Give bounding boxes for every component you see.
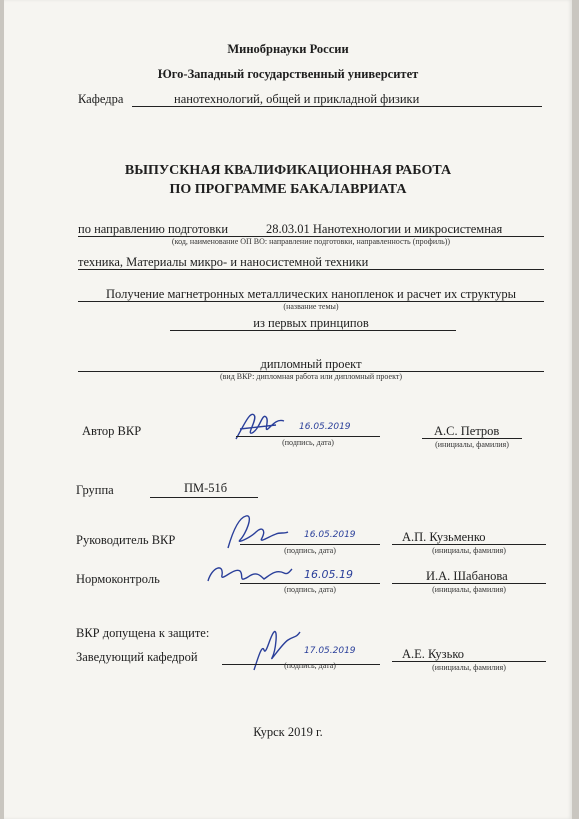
city-year: Курск 2019 г. (253, 725, 323, 739)
title-line-1: ВЫПУСКНАЯ КВАЛИФИКАЦИОННАЯ РАБОТА (124, 163, 452, 178)
topic-line-2: из первых принципов (253, 316, 369, 330)
head-sign-caption: (подпись, дата) (284, 661, 336, 670)
direction-code-name: 28.03.01 Нанотехнологии и микросистемная (266, 222, 503, 236)
normcontrol-sign-caption: (подпись, дата) (284, 585, 336, 594)
head-name-caption: (инициалы, фамилия) (432, 663, 506, 672)
direction-underline-2 (78, 269, 544, 270)
normcontrol-date: 16.05.19 (304, 568, 353, 581)
direction-caption: (код, наименование ОП ВО: направление подготовки, направленность (профиль)) (171, 237, 451, 246)
supervisor-name-caption: (инициалы, фамилия) (432, 546, 506, 555)
author-sign-underline (236, 436, 380, 437)
head-label: Заведующий кафедрой (76, 650, 198, 664)
university-name: Юго-Западный государственный университет (157, 67, 419, 81)
normcontrol-sign-underline (240, 583, 380, 584)
topic-line-1: Получение магнетронных металлических нанопленок и расчет их структуры (105, 287, 516, 301)
title-line-2: ПО ПРОГРАММЕ БАКАЛАВРИАТА (169, 182, 407, 197)
normcontrol-name: И.А. Шабанова (426, 569, 508, 583)
head-name-underline (392, 661, 546, 662)
supervisor-label: Руководитель ВКР (76, 533, 176, 547)
direction-line-2: техника, Материалы микро- и наносистемной техники (78, 255, 369, 269)
department-label: Кафедра (78, 92, 124, 106)
normcontrol-name-underline (392, 583, 546, 584)
group-label: Группа (76, 483, 114, 497)
normcontrol-name-caption: (инициалы, фамилия) (432, 585, 506, 594)
topic-caption: (название темы) (283, 302, 339, 311)
work-type-value: дипломный проект (260, 357, 362, 371)
document-page (4, 0, 572, 819)
group-underline (150, 497, 258, 498)
supervisor-date: 16.05.2019 (304, 530, 356, 540)
ministry-name: Минобрнауки России (227, 42, 349, 56)
normcontrol-label: Нормоконтроль (76, 572, 160, 586)
topic-underline-2 (170, 330, 456, 331)
supervisor-sign-caption: (подпись, дата) (284, 546, 336, 555)
head-date: 17.05.2019 (304, 646, 356, 656)
author-label: Автор ВКР (82, 424, 142, 438)
group-value: ПМ-51б (184, 481, 228, 495)
author-name-caption: (инициалы, фамилия) (435, 440, 509, 449)
supervisor-sign-underline (240, 544, 380, 545)
work-type-caption: (вид ВКР: дипломная работа или дипломный проект) (219, 372, 403, 381)
head-name: А.Е. Кузько (402, 647, 465, 661)
department-value: нанотехнологий, общей и прикладной физики (174, 92, 420, 106)
author-name-underline (422, 438, 522, 439)
supervisor-name-underline (392, 544, 546, 545)
author-sign-caption: (подпись, дата) (282, 438, 334, 447)
author-name: А.С. Петров (434, 424, 500, 438)
admission-text: ВКР допущена к защите: (76, 626, 210, 640)
supervisor-name: А.П. Кузьменко (402, 530, 486, 544)
author-date: 16.05.2019 (299, 422, 351, 432)
direction-prefix: по направлению подготовки (78, 222, 229, 236)
